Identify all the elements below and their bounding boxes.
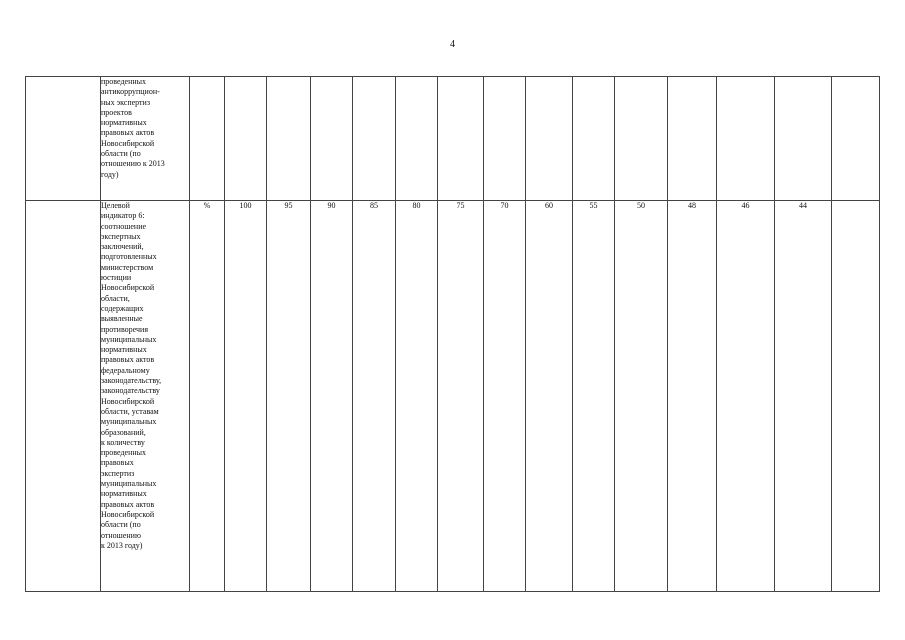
indicator-description-cell bbox=[101, 77, 190, 201]
value-cell bbox=[353, 77, 396, 201]
value-cell bbox=[717, 77, 775, 201]
indicator-description-cell bbox=[101, 201, 190, 592]
value-cell bbox=[832, 77, 880, 201]
value-cell bbox=[267, 77, 311, 201]
value-cell: 85 bbox=[353, 201, 396, 592]
value-cell: 100 bbox=[225, 201, 267, 592]
value-cell: 80 bbox=[396, 201, 438, 592]
value-cell bbox=[668, 77, 717, 201]
value-cell bbox=[396, 77, 438, 201]
row-number-cell bbox=[26, 77, 101, 201]
value-cell: 70 bbox=[484, 201, 526, 592]
unit-cell bbox=[190, 77, 225, 201]
table-row bbox=[26, 77, 880, 201]
indicator-description: проведенных антикоррупцион- ных экспертиз проектов нормативных правовых актов Новосибирской области (по отношению к 2013 году) bbox=[101, 77, 165, 179]
table-row bbox=[26, 201, 880, 592]
value-cell bbox=[438, 77, 484, 201]
indicator-table bbox=[25, 76, 880, 592]
page-number: 4 bbox=[450, 39, 455, 50]
value-cell bbox=[225, 77, 267, 201]
value-cell bbox=[526, 77, 573, 201]
value-cell: 75 bbox=[438, 201, 484, 592]
value-cell bbox=[311, 77, 353, 201]
value-cell: 60 bbox=[526, 201, 573, 592]
value-cell: 95 bbox=[267, 201, 311, 592]
unit-cell: % bbox=[190, 201, 225, 592]
value-cell bbox=[832, 201, 880, 592]
value-cell: 48 bbox=[668, 201, 717, 592]
value-cell: 50 bbox=[615, 201, 668, 592]
value-cell: 44 bbox=[775, 201, 832, 592]
value-cell bbox=[484, 77, 526, 201]
value-cell: 46 bbox=[717, 201, 775, 592]
value-cell bbox=[775, 77, 832, 201]
value-cell bbox=[573, 77, 615, 201]
value-cell: 55 bbox=[573, 201, 615, 592]
value-cell: 90 bbox=[311, 201, 353, 592]
row-number-cell bbox=[26, 201, 101, 592]
value-cell bbox=[615, 77, 668, 201]
indicator-description: Целевой индикатор 6: соотношение экспертных заключений, подготовленных министерством юстиции Новосибирской области, содержащих выявленные противоречия муниципальных нормативных правовых актов федеральному законодательству, законодательству Новосибирской области, уставам муниципальных образований, к количеству проведенных правовых экспертиз муниципальных нормативных правовых актов Новосибирской области (по отношению к 2013 году) bbox=[101, 201, 162, 550]
